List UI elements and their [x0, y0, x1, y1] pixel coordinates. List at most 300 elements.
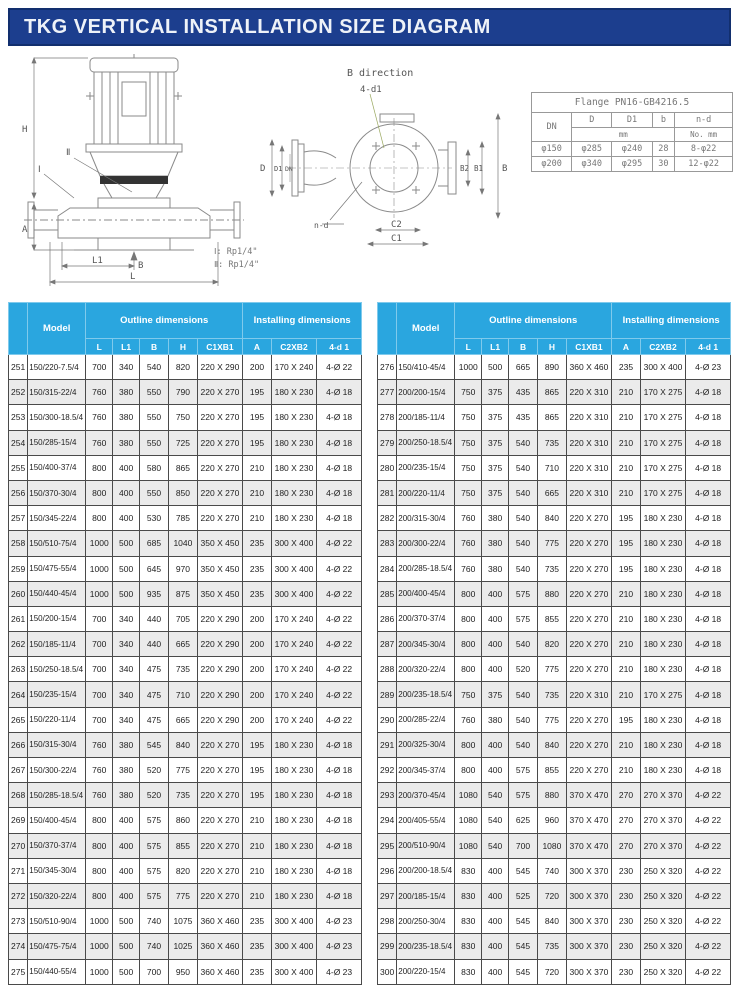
d1-cell: 4-Ø 18: [317, 455, 362, 480]
c2xb2-cell: 180 X 230: [271, 808, 317, 833]
b-cell: 545: [508, 909, 537, 934]
l-cell: 760: [86, 430, 113, 455]
c1xb1-cell: 220 X 270: [566, 531, 612, 556]
table-row: [378, 758, 731, 783]
d1-cell: 4-Ø 18: [686, 657, 731, 682]
h-cell: 750: [169, 405, 197, 430]
l-cell: 760: [86, 783, 113, 808]
d1-cell: 4-Ø 22: [686, 959, 731, 984]
b-cell: 575: [508, 758, 537, 783]
table-row: [9, 682, 362, 707]
row-number-cell: 254: [9, 430, 28, 455]
a-cell: 270: [612, 833, 640, 858]
l1-cell: 400: [482, 606, 508, 631]
table-row: [9, 883, 362, 908]
model-header: Model: [28, 303, 86, 355]
row-number-cell: 261: [9, 606, 28, 631]
a-cell: 230: [612, 883, 640, 908]
port-label-ii: Ⅱ: [66, 148, 71, 158]
h-cell: 855: [169, 833, 197, 858]
model-cell: 150/235-15/4: [28, 682, 86, 707]
l-cell: 800: [86, 833, 113, 858]
b-direction-view-diagram: [252, 62, 517, 262]
table-row: [378, 808, 731, 833]
l-cell: 700: [86, 606, 113, 631]
note-port-ii: Ⅱ: Rp1/4": [214, 260, 260, 270]
h-cell: 665: [538, 480, 566, 505]
l1-cell: 400: [482, 758, 508, 783]
col-header-a: A: [243, 339, 271, 355]
h-cell: 705: [169, 606, 197, 631]
a-cell: 200: [243, 657, 271, 682]
h-cell: 865: [538, 405, 566, 430]
page-title: TKG VERTICAL INSTALLATION SIZE DIAGRAM: [24, 15, 491, 38]
row-number-cell: 293: [378, 783, 397, 808]
row-number-cell: 298: [378, 909, 397, 934]
d1-cell: 4-Ø 18: [686, 380, 731, 405]
a-cell: 210: [243, 455, 271, 480]
l1-cell: 400: [482, 657, 508, 682]
c2xb2-cell: 180 X 230: [271, 430, 317, 455]
a-cell: 195: [243, 380, 271, 405]
c1xb1-cell: 220 X 270: [197, 480, 243, 505]
l1-cell: 400: [113, 455, 139, 480]
model-cell: 150/315-22/4: [28, 380, 86, 405]
h-cell: 785: [169, 506, 197, 531]
flange-cell: 30: [652, 157, 675, 172]
l1-cell: 400: [482, 959, 508, 984]
l-cell: 1000: [86, 909, 113, 934]
b-cell: 540: [508, 430, 537, 455]
l-cell: 830: [455, 934, 482, 959]
table-row: [378, 657, 731, 682]
h-cell: 860: [169, 808, 197, 833]
a-cell: 235: [243, 531, 271, 556]
c2xb2-cell: 300 X 400: [271, 959, 317, 984]
d1-cell: 4-Ø 22: [317, 632, 362, 657]
l-cell: 800: [455, 758, 482, 783]
table-row: [378, 707, 731, 732]
c2xb2-cell: 300 X 400: [271, 556, 317, 581]
table-row: [378, 531, 731, 556]
table-row: [9, 606, 362, 631]
c2xb2-cell: 180 X 230: [640, 707, 686, 732]
model-cell: 150/410-45/4: [397, 355, 455, 380]
c1xb1-cell: 220 X 290: [197, 632, 243, 657]
l-cell: 800: [86, 506, 113, 531]
d1-cell: 4-Ø 18: [686, 531, 731, 556]
l1-cell: 400: [482, 581, 508, 606]
l1-cell: 340: [113, 606, 139, 631]
a-cell: 195: [612, 506, 640, 531]
h-cell: 735: [538, 934, 566, 959]
b-cell: 580: [139, 455, 168, 480]
c2xb2-cell: 180 X 230: [271, 455, 317, 480]
col-header-h: H: [169, 339, 197, 355]
port-label-i: Ⅰ: [38, 165, 41, 175]
d1-cell: 4-Ø 18: [317, 833, 362, 858]
l-cell: 800: [86, 455, 113, 480]
h-cell: 865: [169, 455, 197, 480]
row-number-cell: 300: [378, 959, 397, 984]
dim-label-dn: DN: [285, 165, 293, 173]
model-header: Model: [397, 303, 455, 355]
c1xb1-cell: 220 X 270: [197, 883, 243, 908]
b-cell: 700: [139, 959, 168, 984]
c1xb1-cell: 360 X 460: [566, 355, 612, 380]
a-cell: 200: [243, 355, 271, 380]
table-row: [378, 934, 731, 959]
a-cell: 210: [243, 506, 271, 531]
l-cell: 760: [455, 556, 482, 581]
dim-label-4d1: 4-d1: [360, 85, 382, 95]
l1-cell: 340: [113, 632, 139, 657]
l1-cell: 375: [482, 682, 508, 707]
c2xb2-cell: 180 X 230: [271, 405, 317, 430]
c1xb1-cell: 370 X 470: [566, 833, 612, 858]
h-cell: 840: [538, 732, 566, 757]
col-header-c2xb2: C2XB2: [640, 339, 686, 355]
table-row: [378, 732, 731, 757]
c1xb1-cell: 220 X 310: [566, 682, 612, 707]
l1-cell: 340: [113, 682, 139, 707]
d1-cell: 4-Ø 18: [686, 556, 731, 581]
row-number-cell: 296: [378, 858, 397, 883]
flange-cell: φ150: [532, 142, 572, 157]
c1xb1-cell: 220 X 270: [566, 606, 612, 631]
b-cell: 740: [139, 934, 168, 959]
row-number-cell: 251: [9, 355, 28, 380]
row-number-cell: 260: [9, 581, 28, 606]
l-cell: 800: [86, 883, 113, 908]
a-cell: 210: [243, 808, 271, 833]
connection-notes: [214, 246, 259, 272]
c1xb1-cell: 220 X 310: [566, 480, 612, 505]
a-cell: 195: [612, 531, 640, 556]
table-row: [9, 858, 362, 883]
b-cell: 575: [139, 808, 168, 833]
a-cell: 235: [243, 959, 271, 984]
table-row: [9, 758, 362, 783]
dim-label-b: B: [502, 164, 508, 174]
corner-header: [9, 303, 28, 355]
l-cell: 760: [86, 380, 113, 405]
b-cell: 540: [508, 455, 537, 480]
h-cell: 775: [169, 758, 197, 783]
row-number-cell: 266: [9, 732, 28, 757]
row-number-cell: 273: [9, 909, 28, 934]
a-cell: 200: [243, 632, 271, 657]
table-row: [9, 657, 362, 682]
l-cell: 750: [455, 430, 482, 455]
table-row: [9, 531, 362, 556]
h-cell: 790: [169, 380, 197, 405]
b-cell: 575: [508, 783, 537, 808]
l1-cell: 380: [113, 732, 139, 757]
d1-cell: 4-Ø 18: [686, 430, 731, 455]
d1-cell: 4-Ø 23: [686, 355, 731, 380]
l1-cell: 340: [113, 657, 139, 682]
row-number-cell: 287: [378, 632, 397, 657]
c1xb1-cell: 220 X 270: [566, 581, 612, 606]
l-cell: 800: [86, 858, 113, 883]
model-cell: 200/250-30/4: [397, 909, 455, 934]
model-cell: 200/370-37/4: [397, 606, 455, 631]
row-number-cell: 278: [378, 405, 397, 430]
l1-cell: 380: [482, 531, 508, 556]
table-row: [378, 430, 731, 455]
l1-cell: 380: [113, 430, 139, 455]
l1-cell: 400: [113, 858, 139, 883]
installing-dimensions-header: Installing dimensions: [243, 303, 362, 339]
d1-cell: 4-Ø 18: [686, 455, 731, 480]
l1-cell: 380: [482, 506, 508, 531]
model-cell: 200/345-37/4: [397, 758, 455, 783]
b-cell: 540: [508, 480, 537, 505]
c2xb2-cell: 250 X 320: [640, 858, 686, 883]
h-cell: 735: [538, 556, 566, 581]
a-cell: 195: [243, 758, 271, 783]
c1xb1-cell: 350 X 450: [197, 531, 243, 556]
c1xb1-cell: 220 X 270: [566, 632, 612, 657]
b-cell: 520: [139, 758, 168, 783]
l1-cell: 400: [113, 480, 139, 505]
table-row: [9, 556, 362, 581]
d1-cell: 4-Ø 18: [686, 758, 731, 783]
h-cell: 665: [169, 707, 197, 732]
table-row: [532, 142, 733, 157]
c2xb2-cell: 170 X 240: [271, 606, 317, 631]
l1-cell: 500: [113, 556, 139, 581]
l-cell: 750: [455, 480, 482, 505]
a-cell: 195: [243, 405, 271, 430]
c1xb1-cell: 350 X 450: [197, 556, 243, 581]
b-cell: 540: [508, 632, 537, 657]
dim-label-d1: D1: [274, 165, 283, 173]
model-cell: 200/400-45/4: [397, 581, 455, 606]
c1xb1-cell: 220 X 270: [197, 732, 243, 757]
l1-cell: 400: [113, 833, 139, 858]
flange-cell: 8-φ22: [675, 142, 733, 157]
model-cell: 200/345-30/4: [397, 632, 455, 657]
dim-label-nd: n-d: [314, 221, 329, 230]
table-row: [378, 783, 731, 808]
c1xb1-cell: 220 X 270: [197, 758, 243, 783]
a-cell: 270: [612, 808, 640, 833]
b-cell: 540: [508, 506, 537, 531]
row-number-cell: 255: [9, 455, 28, 480]
c2xb2-cell: 180 X 230: [640, 581, 686, 606]
dim-label-h: H: [22, 125, 28, 135]
c1xb1-cell: 220 X 270: [197, 455, 243, 480]
b-cell: 575: [139, 858, 168, 883]
h-cell: 1025: [169, 934, 197, 959]
table-row: [378, 380, 731, 405]
c2xb2-cell: 180 X 230: [271, 783, 317, 808]
table-row: [9, 455, 362, 480]
dimension-tables: [8, 302, 731, 985]
c1xb1-cell: 220 X 270: [197, 506, 243, 531]
a-cell: 210: [612, 581, 640, 606]
outline-dimensions-header: Outline dimensions: [455, 303, 612, 339]
table-row: [9, 732, 362, 757]
dim-label-a: A: [22, 225, 28, 235]
h-cell: 775: [169, 883, 197, 908]
h-cell: 725: [169, 430, 197, 455]
dim-label-c2: C2: [391, 220, 402, 230]
table-row: [378, 909, 731, 934]
row-number-cell: 268: [9, 783, 28, 808]
l1-cell: 375: [482, 430, 508, 455]
h-cell: 855: [538, 758, 566, 783]
flange-cell: 28: [652, 142, 675, 157]
c2xb2-cell: 180 X 230: [640, 556, 686, 581]
l1-cell: 375: [482, 480, 508, 505]
a-cell: 210: [243, 858, 271, 883]
d1-cell: 4-Ø 18: [317, 883, 362, 908]
l1-cell: 400: [482, 883, 508, 908]
c1xb1-cell: 360 X 460: [197, 959, 243, 984]
h-cell: 1040: [169, 531, 197, 556]
a-cell: 200: [243, 682, 271, 707]
l-cell: 760: [455, 531, 482, 556]
l1-cell: 500: [113, 959, 139, 984]
row-number-cell: 270: [9, 833, 28, 858]
d1-cell: 4-Ø 23: [317, 909, 362, 934]
c2xb2-cell: 180 X 230: [271, 833, 317, 858]
row-number-cell: 269: [9, 808, 28, 833]
model-cell: 150/510-75/4: [28, 531, 86, 556]
flange-col-d: D: [572, 113, 612, 128]
c2xb2-cell: 170 X 275: [640, 682, 686, 707]
d1-cell: 4-Ø 18: [317, 758, 362, 783]
model-cell: 150/300-18.5/4: [28, 405, 86, 430]
c1xb1-cell: 370 X 470: [566, 783, 612, 808]
col-header-b: B: [508, 339, 537, 355]
table-row: [378, 405, 731, 430]
c2xb2-cell: 180 X 230: [271, 480, 317, 505]
model-cell: 150/320-22/4: [28, 883, 86, 908]
d1-cell: 4-Ø 18: [686, 682, 731, 707]
a-cell: 210: [612, 455, 640, 480]
b-cell: 545: [508, 858, 537, 883]
d1-cell: 4-Ø 18: [686, 480, 731, 505]
b-cell: 435: [508, 405, 537, 430]
row-number-cell: 286: [378, 606, 397, 631]
row-number-cell: 291: [378, 732, 397, 757]
l-cell: 1000: [86, 581, 113, 606]
model-cell: 150/300-22/4: [28, 758, 86, 783]
l-cell: 760: [86, 758, 113, 783]
row-number-cell: 264: [9, 682, 28, 707]
dim-label-b2: B2: [460, 164, 470, 173]
c1xb1-cell: 220 X 310: [566, 430, 612, 455]
a-cell: 235: [243, 909, 271, 934]
row-number-cell: 295: [378, 833, 397, 858]
col-header-l: L: [455, 339, 482, 355]
dim-label-l1: L1: [92, 256, 103, 266]
c2xb2-cell: 250 X 320: [640, 959, 686, 984]
l-cell: 750: [455, 405, 482, 430]
c2xb2-cell: 180 X 230: [640, 657, 686, 682]
h-cell: 855: [538, 606, 566, 631]
table-row: [9, 632, 362, 657]
c2xb2-cell: 170 X 275: [640, 430, 686, 455]
a-cell: 210: [612, 732, 640, 757]
b-cell: 740: [139, 909, 168, 934]
b-cell: 935: [139, 581, 168, 606]
c2xb2-cell: 180 X 230: [271, 883, 317, 908]
a-cell: 195: [243, 783, 271, 808]
row-number-cell: 282: [378, 506, 397, 531]
c1xb1-cell: 220 X 270: [566, 707, 612, 732]
l-cell: 1000: [86, 934, 113, 959]
l-cell: 1000: [455, 355, 482, 380]
row-number-cell: 289: [378, 682, 397, 707]
flange-cell: φ295: [612, 157, 652, 172]
b-cell: 575: [508, 581, 537, 606]
a-cell: 270: [612, 783, 640, 808]
a-cell: 210: [612, 380, 640, 405]
b-cell: 550: [139, 380, 168, 405]
dim-label-l: L: [130, 272, 136, 282]
l-cell: 1080: [455, 783, 482, 808]
d1-cell: 4-Ø 23: [317, 934, 362, 959]
dim-label-d: D: [260, 164, 266, 174]
l-cell: 760: [86, 732, 113, 757]
c2xb2-cell: 250 X 320: [640, 883, 686, 908]
c2xb2-cell: 180 X 230: [640, 732, 686, 757]
h-cell: 735: [169, 657, 197, 682]
model-cell: 150/475-75/4: [28, 934, 86, 959]
table-row: [9, 430, 362, 455]
outline-dimensions-header: Outline dimensions: [86, 303, 243, 339]
d1-cell: 4-Ø 22: [317, 707, 362, 732]
row-number-cell: 285: [378, 581, 397, 606]
l-cell: 800: [455, 606, 482, 631]
l-cell: 800: [455, 581, 482, 606]
col-header-4d1: 4-d 1: [317, 339, 362, 355]
c1xb1-cell: 220 X 270: [197, 808, 243, 833]
b-cell: 475: [139, 657, 168, 682]
c1xb1-cell: 220 X 270: [197, 783, 243, 808]
view-arrow-label-b: B: [138, 261, 144, 271]
row-number-cell: 253: [9, 405, 28, 430]
l-cell: 760: [455, 707, 482, 732]
l1-cell: 500: [482, 355, 508, 380]
a-cell: 210: [243, 833, 271, 858]
h-cell: 960: [538, 808, 566, 833]
row-number-cell: 288: [378, 657, 397, 682]
model-cell: 150/475-55/4: [28, 556, 86, 581]
h-cell: 1080: [538, 833, 566, 858]
c2xb2-cell: 180 X 230: [271, 506, 317, 531]
d1-cell: 4-Ø 18: [686, 581, 731, 606]
row-number-cell: 262: [9, 632, 28, 657]
row-number-cell: 274: [9, 934, 28, 959]
model-cell: 200/185-11/4: [397, 405, 455, 430]
b-cell: 475: [139, 682, 168, 707]
h-cell: 880: [538, 581, 566, 606]
flange-unit-no: No. mm: [675, 128, 733, 142]
model-cell: 150/285-18.5/4: [28, 783, 86, 808]
model-cell: 200/250-18.5/4: [397, 430, 455, 455]
l1-cell: 400: [113, 883, 139, 908]
l1-cell: 340: [113, 355, 139, 380]
row-number-cell: 276: [378, 355, 397, 380]
b-cell: 545: [508, 959, 537, 984]
d1-cell: 4-Ø 22: [686, 858, 731, 883]
